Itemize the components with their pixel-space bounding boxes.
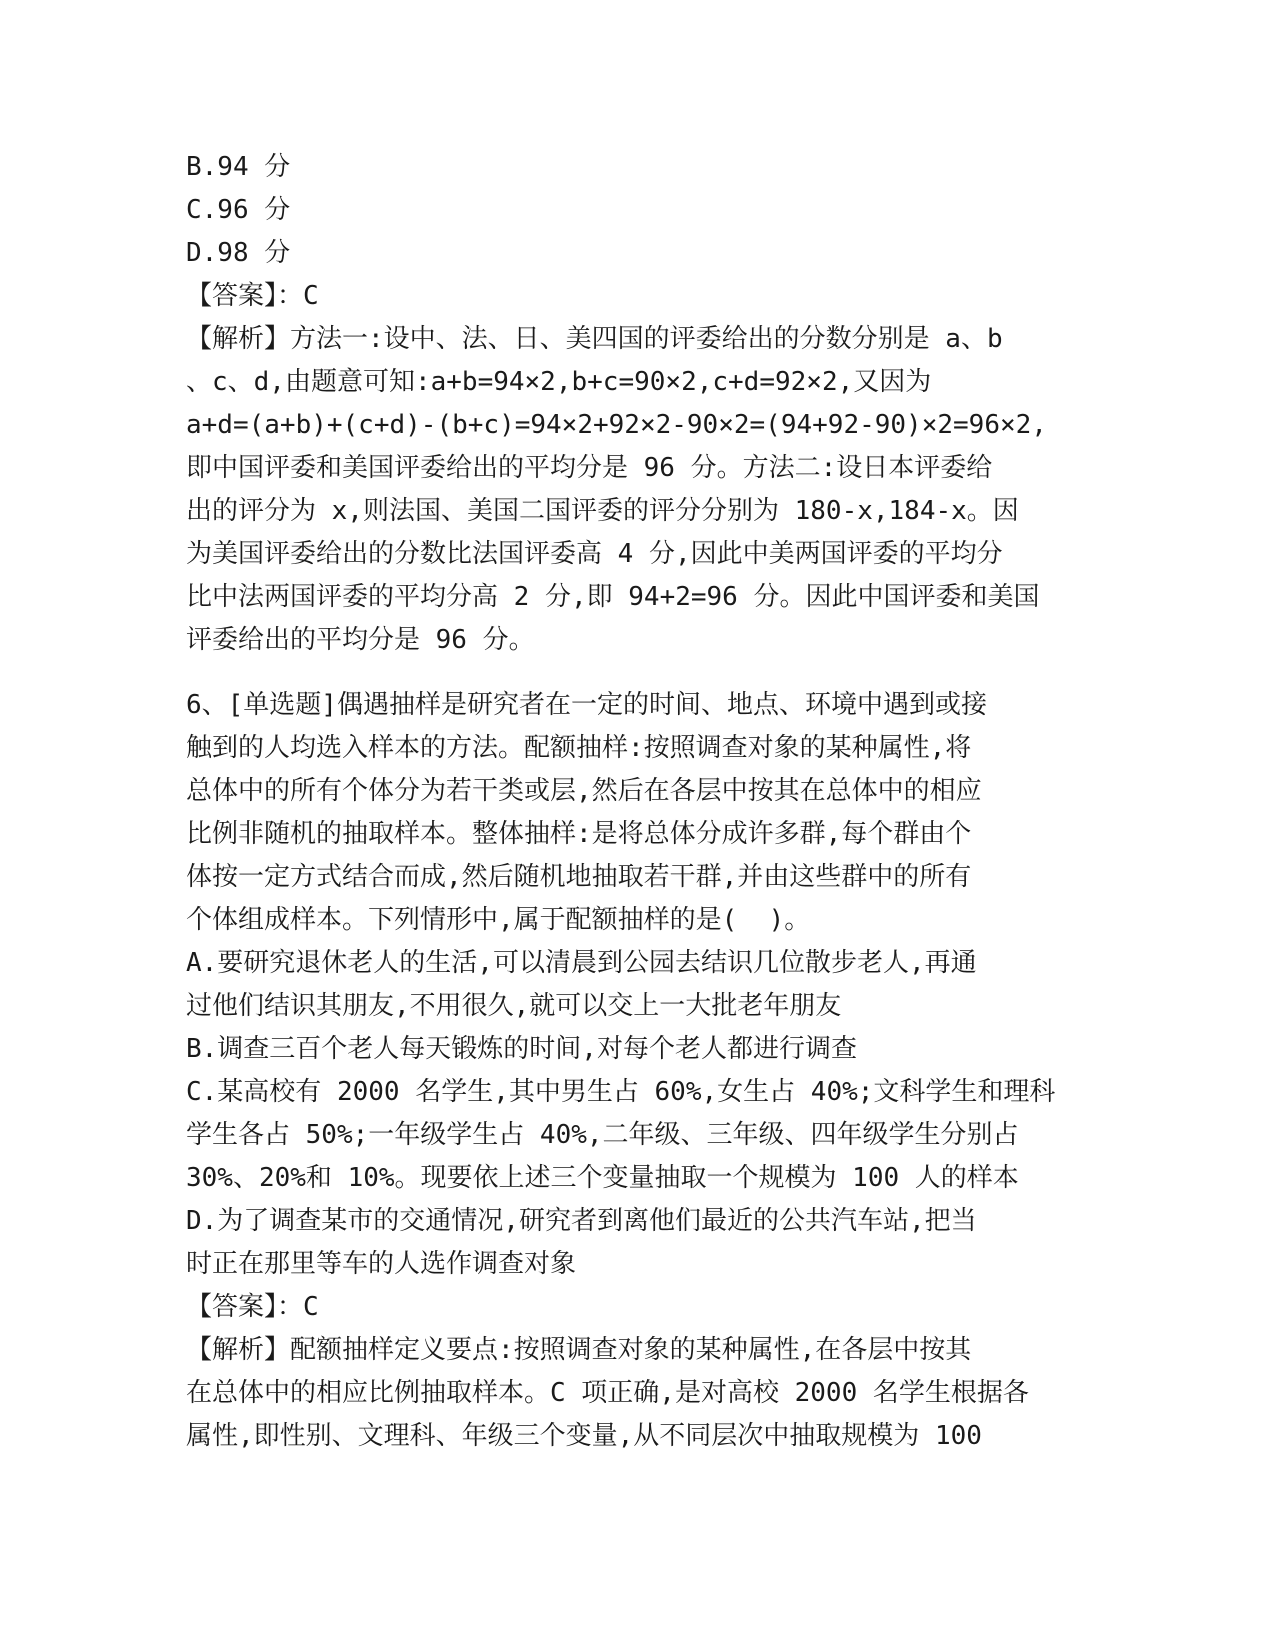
stem-line: 比例非随机的抽取样本。整体抽样:是将总体分成许多群,每个群由个	[186, 819, 972, 849]
option-d-cont: 时正在那里等车的人选作调查对象	[186, 1249, 577, 1279]
analysis-line: a+d=(a+b)+(c+d)-(b+c)=94×2+92×2-90×2=(94+92-90)×2=96×2,	[186, 410, 1047, 440]
options-block	[186, 942, 1086, 1286]
analysis-line: 评委给出的平均分是 96 分。	[186, 625, 535, 655]
option-d: D.98 分	[186, 238, 291, 268]
option-b: B.94 分	[186, 152, 291, 182]
analysis-block	[186, 318, 1086, 662]
option-c: C.96 分	[186, 195, 291, 225]
option-b: B.调查三百个老人每天锻炼的时间,对每个老人都进行调查	[186, 1034, 857, 1064]
option-c-cont: 学生各占 50%;一年级学生占 40%,二年级、三年级、四年级学生分别占	[186, 1120, 1019, 1150]
analysis-block	[186, 1329, 1086, 1458]
option-a: A.要研究退休老人的生活,可以清晨到公园去结识几位散步老人,再通	[186, 948, 977, 978]
option-c-cont: 30%、20%和 10%。现要依上述三个变量抽取一个规模为 100 人的样本	[186, 1163, 1019, 1193]
answer-line: 【答案】：C	[186, 281, 319, 311]
analysis-line: 【解析】配额抽样定义要点:按照调查对象的某种属性,在各层中按其	[186, 1335, 972, 1365]
analysis-line: 比中法两国评委的平均分高 2 分,即 94+2=96 分。因此中国评委和美国	[186, 582, 1040, 612]
document-page	[186, 146, 1086, 1458]
question-spacer	[186, 662, 1086, 684]
option-a-cont: 过他们结识其朋友,不用很久,就可以交上一大批老年朋友	[186, 991, 842, 1021]
analysis-line: 【解析】方法一:设中、法、日、美四国的评委给出的分数分别是 a、b	[186, 324, 1003, 354]
analysis-line: 出的评分为 x,则法国、美国二国评委的评分分别为 180-x,184-x。因	[186, 496, 1019, 526]
option-c: C.某高校有 2000 名学生,其中男生占 60%,女生占 40%;文科学生和理科	[186, 1077, 1056, 1107]
analysis-line: 、c、d,由题意可知:a+b=94×2,b+c=90×2,c+d=92×2,又因为	[186, 367, 932, 397]
analysis-line: 即中国评委和美国评委给出的平均分是 96 分。方法二:设日本评委给	[186, 453, 993, 483]
answer-line: 【答案】：C	[186, 1292, 319, 1322]
stem-line: 触到的人均选入样本的方法。配额抽样:按照调查对象的某种属性,将	[186, 733, 972, 763]
question-5-tail	[186, 146, 1086, 662]
stem-line: 体按一定方式结合而成,然后随机地抽取若干群,并由这些群中的所有	[186, 862, 972, 892]
question-stem	[186, 684, 1086, 942]
stem-line: 总体中的所有个体分为若干类或层,然后在各层中按其在总体中的相应	[186, 776, 982, 806]
analysis-line: 属性,即性别、文理科、年级三个变量,从不同层次中抽取规模为 100	[186, 1421, 982, 1451]
option-d: D.为了调查某市的交通情况,研究者到离他们最近的公共汽车站,把当	[186, 1206, 977, 1236]
analysis-line: 为美国评委给出的分数比法国评委高 4 分,因此中美两国评委的平均分	[186, 539, 1003, 569]
analysis-line: 在总体中的相应比例抽取样本。C 项正确,是对高校 2000 名学生根据各	[186, 1378, 1029, 1408]
stem-line: 6、[单选题]偶遇抽样是研究者在一定的时间、地点、环境中遇到或接	[186, 690, 987, 720]
question-6	[186, 684, 1086, 1458]
stem-line: 个体组成样本。下列情形中,属于配额抽样的是( )。	[186, 905, 811, 935]
